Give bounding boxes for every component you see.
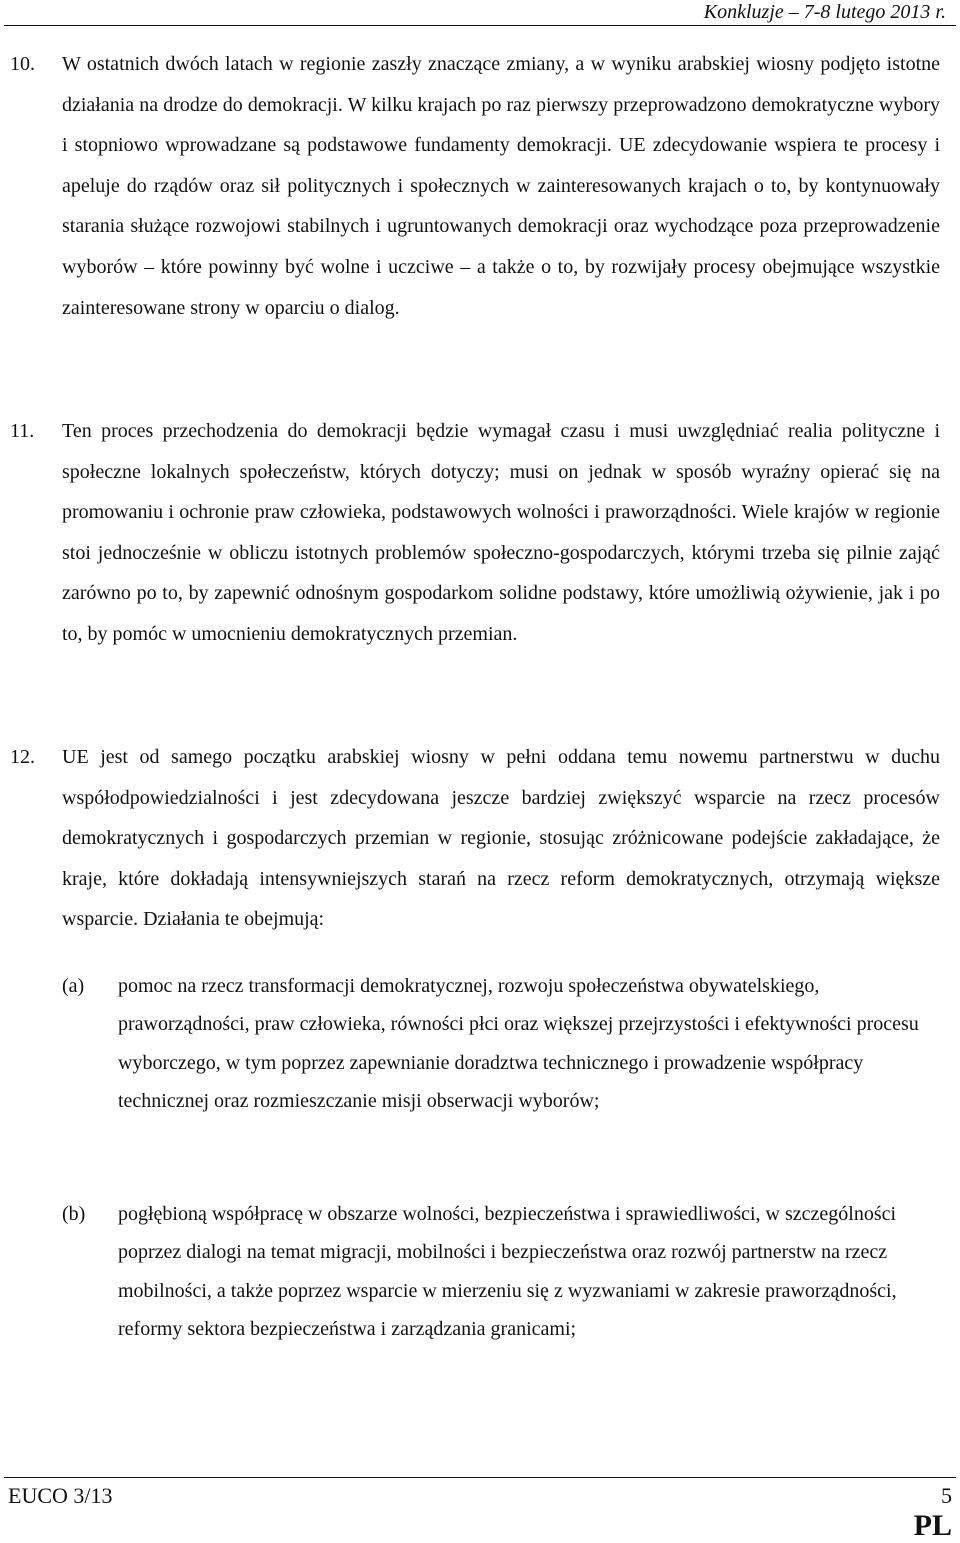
paragraph-10 xyxy=(0,44,940,328)
paragraph-number: 12. xyxy=(10,746,35,768)
language-code: PL xyxy=(913,1509,952,1542)
paragraph-text: UE jest od samego początku arabskiej wiosny w pełni oddana temu nowemu partnerstwu w duchu współodpowiedzialności i jest zdecydowana jeszcze bardziej zwiększyć wsparcie na rzecz procesów demokratycznych i gospodarczych przemian w regionie, stosując zróżnicowane podejście zakładające, że kraje, które dokładają intensywniejszych starań na rzecz reform demokratycznych, otrzymają większe wsparcie. Działania te obejmują: xyxy=(62,746,940,931)
paragraph-11 xyxy=(0,411,940,655)
header-divider xyxy=(4,25,956,26)
subitem-label: (b) xyxy=(62,1203,86,1225)
paragraph-12 xyxy=(0,737,940,940)
paragraph-text: Ten proces przechodzenia do demokracji będzie wymagał czasu i musi uwzględniać realia polityczne i społeczne lokalnych społeczeństw, których dotyczy; musi on jednak w sposób wyraźny opierać się na promowaniu i ochronie praw człowieka, podstawowych wolności i praworządności. Wiele krajów w regionie stoi jednocześnie w obliczu istotnych problemów społeczno-gospodarczych, którymi trzeba się pilnie zająć zarówno po to, by zapewnić odnośnym gospodarkom solidne podstawy, które umożliwią ożywienie, jak i po to, by pomóc w umocnieniu demokratycznych przemian. xyxy=(62,420,940,645)
running-header-title: Konkluzje – 7-8 lutego 2013 r. xyxy=(703,1,946,23)
subitem-label: (a) xyxy=(62,975,85,997)
paragraph-number: 11. xyxy=(10,420,35,442)
paragraph-text: W ostatnich dwóch latach w regionie zaszły znaczące zmiany, a w wyniku arabskiej wiosny podjęto istotne działania na drodze do demokracji. W kilku krajach po raz pierwszy przeprowadzono demokratyczne wybory i stopniowo wprowadzane są podstawowe fundamenty demokracji. UE zdecydowanie wspiera te procesy i apeluje do rządów oraz sił politycznych i społecznych w zainteresowanych krajach o to, by kontynuowały starania służące rozwojowi stabilnych i ugruntowanych demokracji oraz wychodzące poza przeprowadzenie wyborów – które powinny być wolne i uczciwe – a także o to, by rozwijały procesy obejmujące wszystkie zainteresowane strony w oparciu o dialog. xyxy=(62,53,940,319)
subitem-a xyxy=(0,967,948,1121)
subitem-text: pomoc na rzecz transformacji demokratycznej, rozwoju społeczeństwa obywatelskiego, praworządności, praw człowieka, równości płci oraz większej przejrzystości i efektywności procesu wyborczego, w tym poprzez zapewnianie doradztwa technicznego i prowadzenie współpracy technicznej oraz rozmieszczanie misji obserwacji wyborów; xyxy=(118,975,919,1113)
document-reference: EUCO 3/13 xyxy=(8,1483,113,1508)
page-number: 5 xyxy=(941,1483,952,1508)
footer-divider xyxy=(4,1477,956,1478)
subitem-text: pogłębioną współpracę w obszarze wolności, bezpieczeństwa i sprawiedliwości, w szczególności poprzez dialogi na temat migracji, mobilności i bezpieczeństwa oraz rozwój partnerstw na rzecz mobilności, a także poprzez wsparcie w mierzeniu się z wyzwaniami w zakresie praworządności, reformy sektora bezpieczeństwa i zarządzania granicami; xyxy=(118,1203,897,1341)
subitem-b xyxy=(0,1195,948,1349)
paragraph-number: 10. xyxy=(10,53,35,75)
